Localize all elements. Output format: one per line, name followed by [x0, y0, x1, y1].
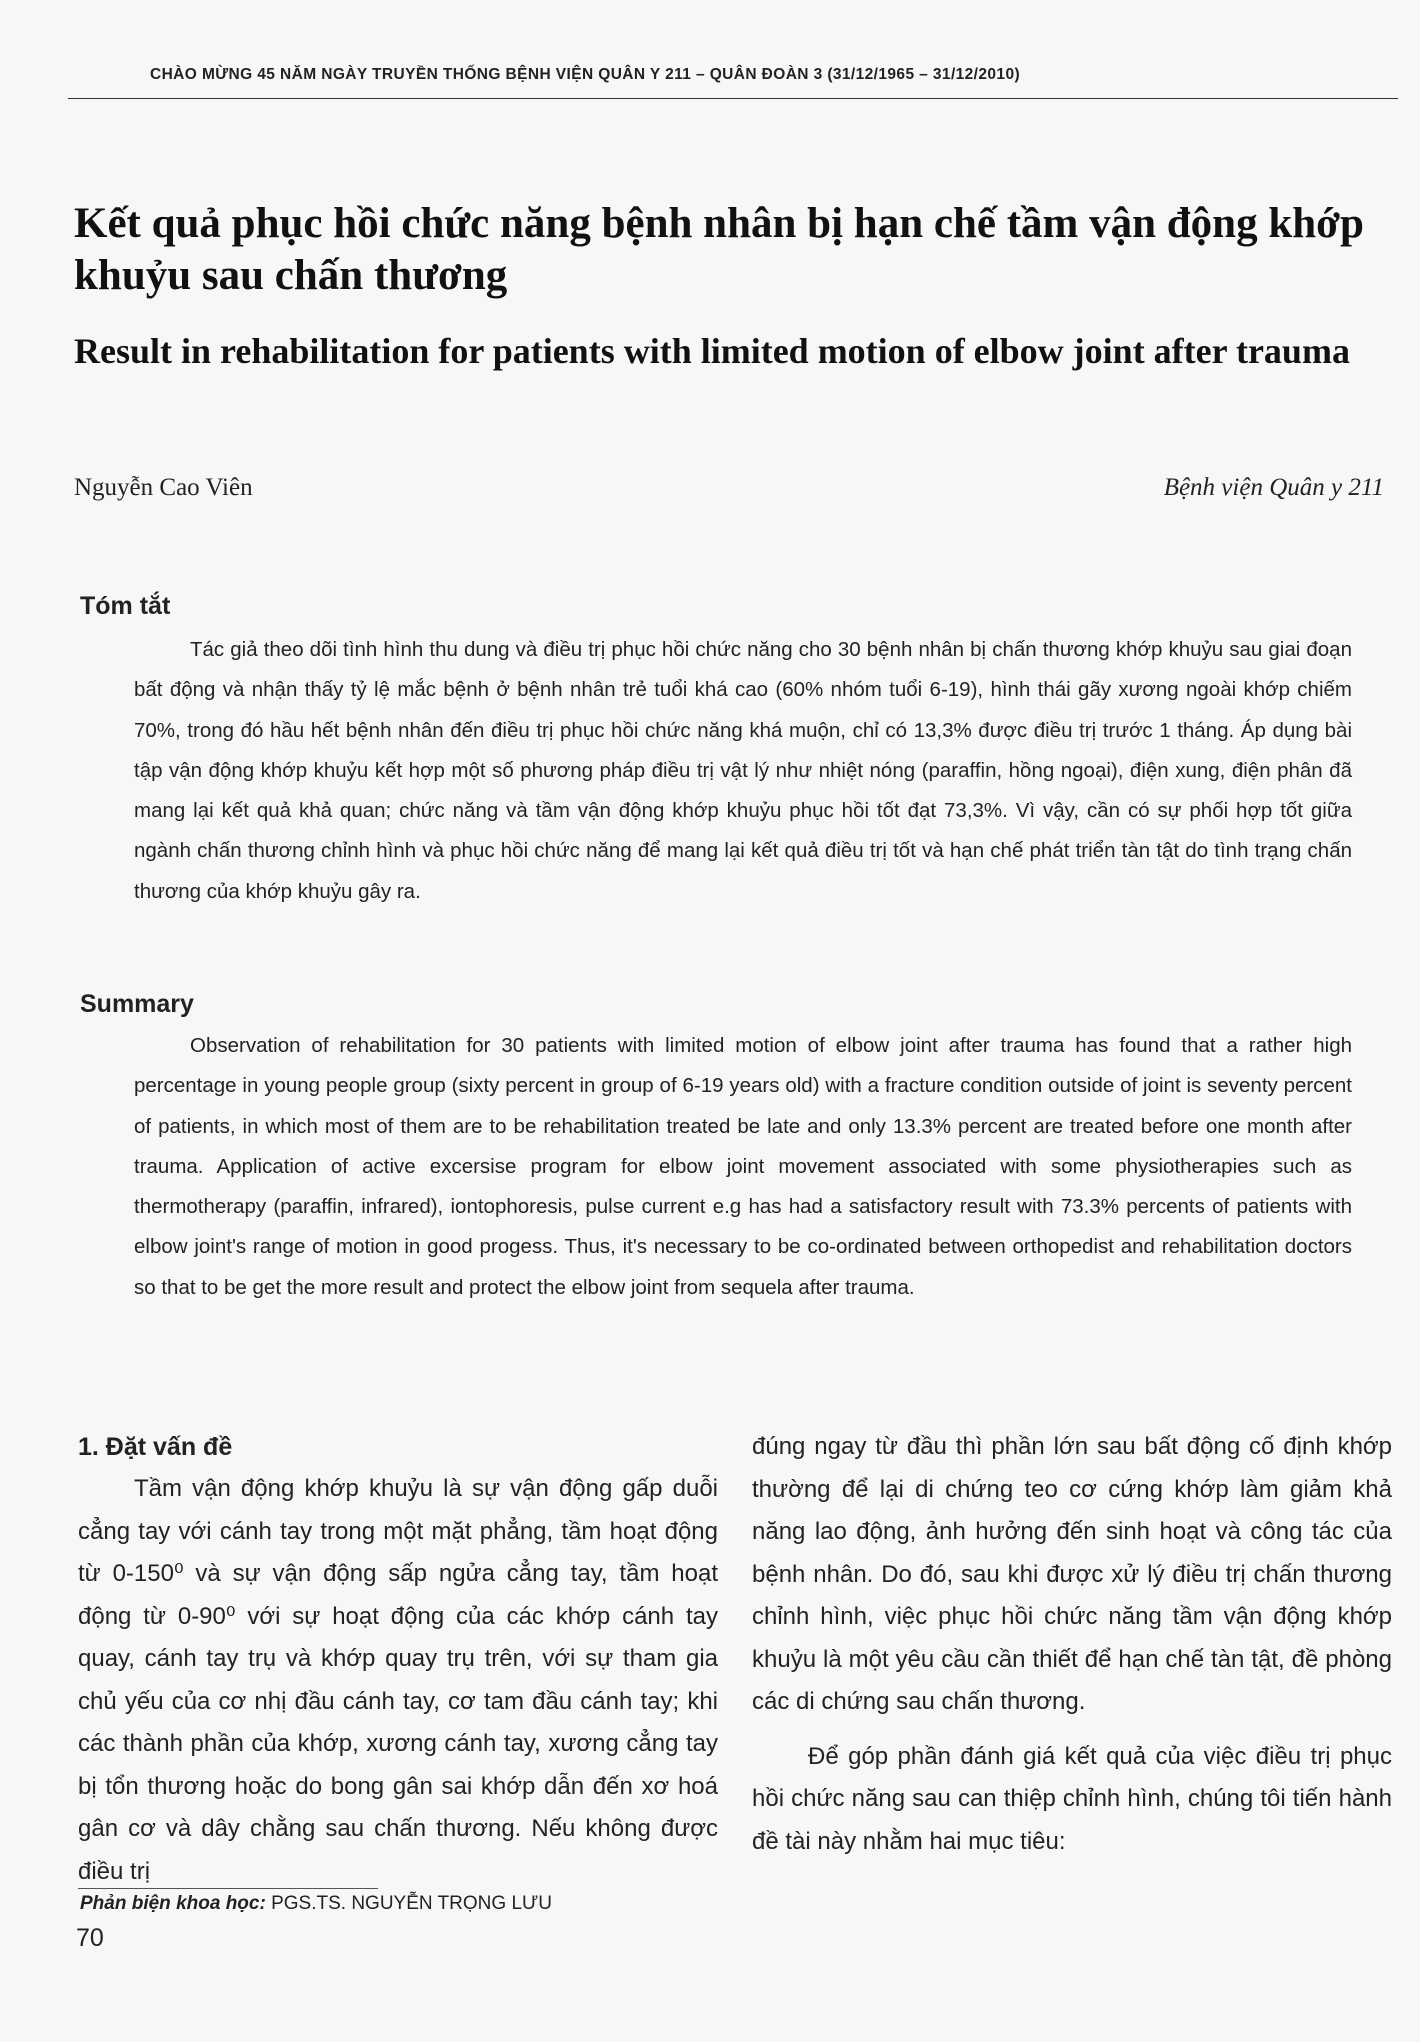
left-column — [78, 1426, 718, 1893]
footnote-text: PGS.TS. NGUYỄN TRỌNG LƯU — [265, 1893, 552, 1914]
author-name: Nguyễn Cao Viên — [74, 474, 253, 501]
footnote-rule — [78, 1888, 378, 1889]
title-english: Result in rehabilitation for patients with limited motion of elbow joint after trauma — [74, 331, 1350, 371]
section-1-left-paragraph: Tầm vận động khớp khuỷu là sự vận động gấp duỗi cẳng tay với cánh tay trong một mặt phẳng, tầm hoạt động từ 0-150⁰ và sự vận động sấp ngửa cẳng tay, tầm hoạt động từ 0-90⁰ với sự hoạt động của các khớp cánh tay quay, cánh tay trụ và khớp quay trụ trên, với sự tham gia chủ yếu của cơ nhị đầu cánh tay, cơ tam đầu cánh tay; khi các thành phần của khớp, xương cánh tay, xương cẳng tay bị tổn thương hoặc do bong gân sai khớp dẫn đến xơ hoá gân cơ và dây chằng sau chấn thương. Nếu không được điều trị — [78, 1475, 718, 1885]
section-1-heading: 1. Đặt vấn đề — [78, 1433, 233, 1461]
page-number: 70 — [76, 1924, 104, 1952]
abstract-vi-body: Tác giả theo dõi tình hình thu dung và điều trị phục hồi chức năng cho 30 bệnh nhân bị chấn thương khớp khuỷu sau giai đoạn bất động và nhận thấy tỷ lệ mắc bệnh ở bệnh nhân trẻ tuổi khá cao (60% nhóm tuổi 6-19), hình thái gãy xương ngoài khớp chiếm 70%, trong đó hầu hết bệnh nhân đến điều trị phục hồi chức năng khá muộn, chỉ có 13,3% được điều trị trước 1 tháng. Áp dụng bài tập vận động khớp khuỷu kết hợp một số phương pháp điều trị vật lý như nhiệt nóng (paraffin, hồng ngoại), điện xung, điện phân đã mang lại kết quả khả quan; chức năng và tầm vận động khớp khuỷu phục hồi tốt đạt 73,3%. Vì vậy, cần có sự phối hợp tốt giữa ngành chấn thương chỉnh hình và phục hồi chức năng để mang lại kết quả điều trị tốt và hạn chế phát triển tàn tật do tình trạng chấn thương của khớp khuỷu gây ra. — [134, 638, 1352, 903]
abstract-vi-heading: Tóm tắt — [80, 592, 171, 620]
section-1-right-paragraph-2: Để góp phần đánh giá kết quả của việc điều trị phục hồi chức năng sau can thiệp chỉnh hình, chúng tôi tiến hành đề tài này nhằm hai mục tiêu: — [752, 1742, 1392, 1855]
header-rule — [68, 98, 1398, 99]
section-1-right-paragraph-1: đúng ngay từ đầu thì phần lớn sau bất động cố định khớp thường để lại di chứng teo cơ cứng khớp làm giảm khả năng lao động, ảnh hưởng đến sinh hoạt và công tác của bệnh nhân. Do đó, sau khi được xử lý điều trị chấn thương chỉnh hình, việc phục hồi chức năng tầm vận động khớp khuỷu là một yêu cầu cần thiết để hạn chế tàn tật, đề phòng các di chứng sau chấn thương. — [752, 1433, 1392, 1715]
footnote — [80, 1893, 552, 1915]
abstract-en-body: Observation of rehabilitation for 30 patients with limited motion of elbow joint after trauma has found that a rather high percentage in young people group (sixty percent in group of 6-19 years old) with a fracture condition outside of joint is seventy percent of patients, in which most of them are to be rehabilitation treated be late and only 13.3% percent are treated before one month after trauma. Application of active excersise program for elbow joint movement associated with some physiotherapies such as thermotherapy (paraffin, infrared), iontophoresis, pulse current e.g has had a satisfactory result with 73.3% percents of patients with elbow joint's range of motion in good progess. Thus, it's necessary to be co-ordinated between orthopedist and rehabilitation doctors so that to be get the more result and protect the elbow joint from sequela after trauma. — [134, 1034, 1352, 1299]
abstract-en-heading: Summary — [80, 990, 194, 1018]
title-vietnamese: Kết quả phục hồi chức năng bệnh nhân bị hạn chế tầm vận động khớp khuỷu sau chấn thương — [74, 200, 1364, 299]
running-header: CHÀO MỪNG 45 NĂM NGÀY TRUYỀN THỐNG BỆNH VIỆN QUÂN Y 211 – QUÂN ĐOÀN 3 (31/12/1965 – 31/12/2010) — [150, 66, 1021, 83]
footnote-label: Phản biện khoa học: — [80, 1893, 266, 1914]
author-affiliation: Bệnh viện Quân y 211 — [1163, 474, 1384, 501]
right-column — [752, 1426, 1392, 1863]
